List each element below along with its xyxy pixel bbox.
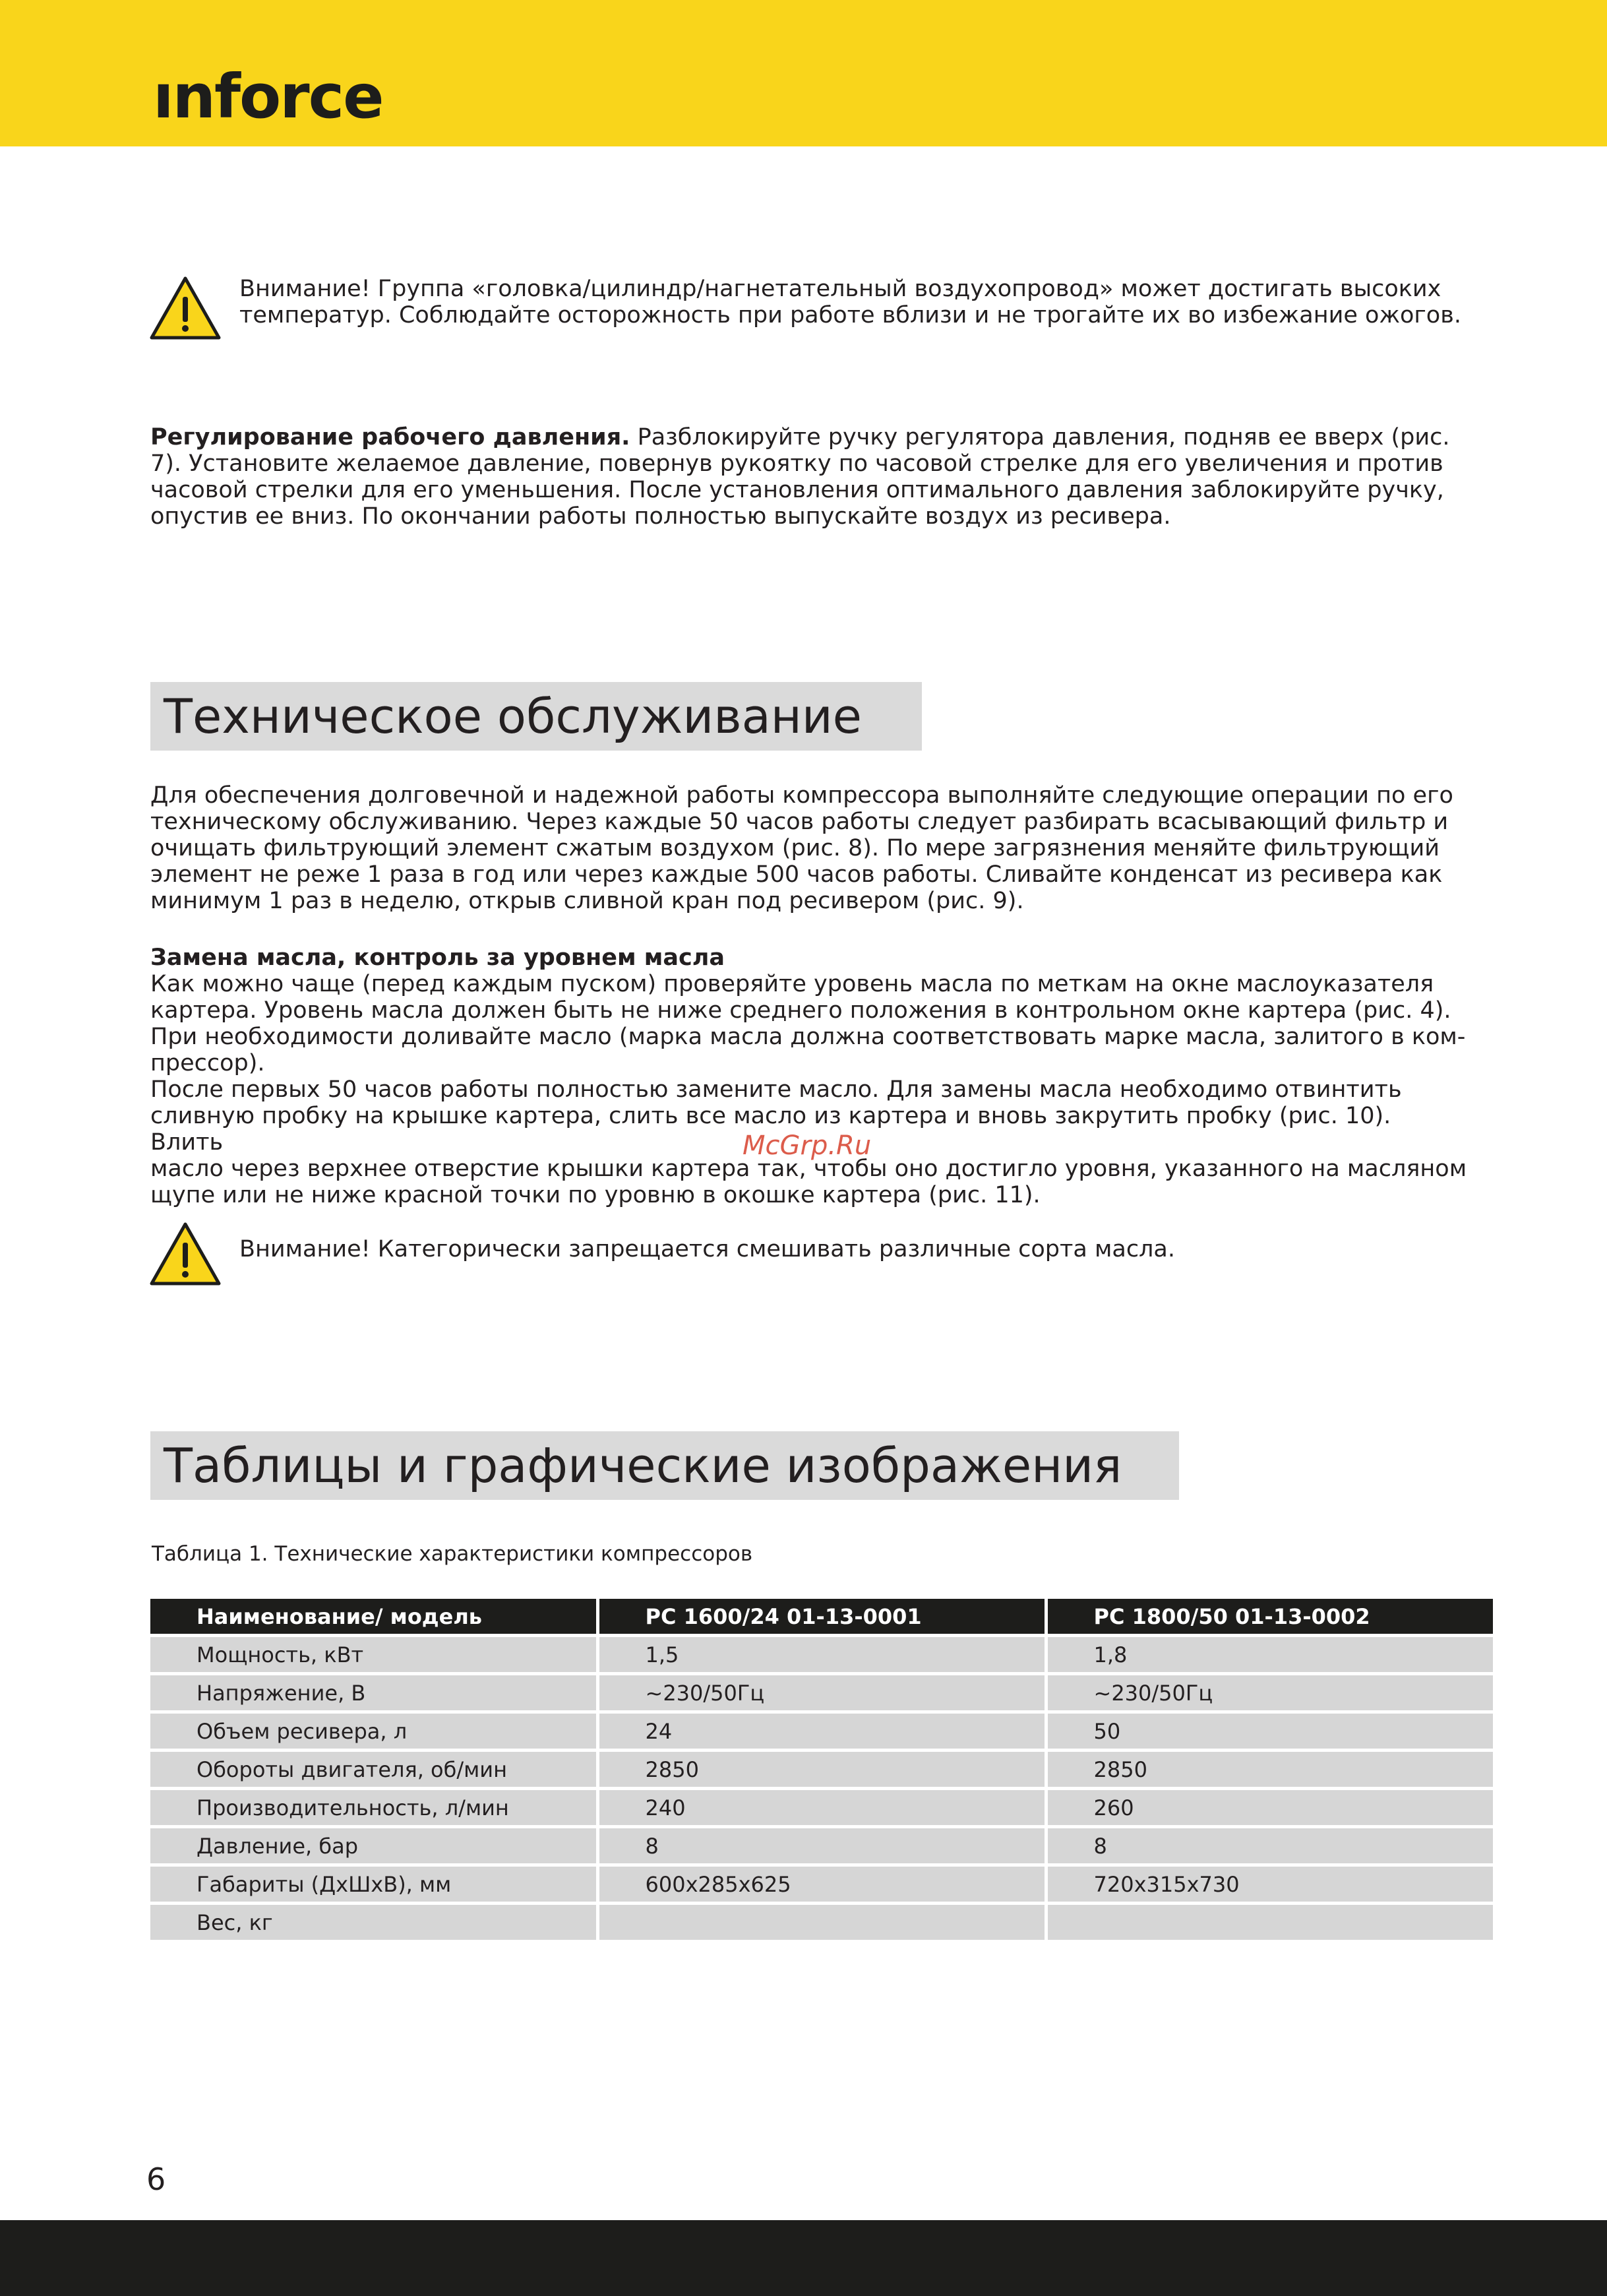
table-cell: Обороты двигателя, об/мин	[150, 1751, 597, 1789]
table-cell: ~230/50Гц	[1046, 1674, 1494, 1712]
table-cell: Производительность, л/мин	[150, 1789, 597, 1827]
table-cell: 600x285x625	[597, 1865, 1046, 1904]
warning-icon	[149, 1222, 222, 1286]
warning-oil-text: Внимание! Категорически запрещается смешивать различные сорта масла.	[239, 1236, 1176, 1262]
page-footer	[0, 2220, 1607, 2296]
table-cell: Объем ресивера, л	[150, 1712, 597, 1751]
warning-heat	[149, 276, 1461, 348]
table-header-cell: PC 1600/24 01-13-0001	[597, 1599, 1046, 1636]
table-cell: Вес, кг	[150, 1904, 597, 1942]
oil-paragraph: Замена масла, контроль за уровнем масла Как можно чаще (перед каждым пуском) проверяйте уровень масла по меткам на окне маслоуказателя картера. Уровень масла должен быть не ниже среднего положения в контрольном окне картера (рис. 4). При необходимости доливайте масло (марка масла должна соответствовать марке масла, залитого в ком- прессор). После первых 50 часов работы полностью замените масло. Для замены масла необходимо отвинтить сливную пробку на крышке картера, слить все масло из картера и вновь закрутить пробку (рис. 10). Влить масло через верхнее отверстие крышки картера так, чтобы оно достигло уровня, указанного на масляном щупе или не ниже красной точки по уровню в окошке картера (рис. 11).	[150, 945, 1467, 1208]
table-row	[150, 1789, 1494, 1827]
table-cell	[1046, 1904, 1494, 1942]
table-row	[150, 1827, 1494, 1865]
warning-icon	[149, 276, 222, 340]
table-row	[150, 1865, 1494, 1904]
table-cell: Давление, бар	[150, 1827, 597, 1865]
table-cell: Габариты (ДхШхВ), мм	[150, 1865, 597, 1904]
table-row	[150, 1636, 1494, 1674]
warning-oil	[149, 1222, 1455, 1294]
table-caption: Таблица 1. Технические характеристики компрессоров	[152, 1542, 753, 1566]
warning-heat-text: Внимание! Группа «головка/цилиндр/нагнетательный воздухопровод» может достигать высоких температур. Соблюдайте осторожность при работе вблизи и не трогайте их во избежание ожогов.	[239, 276, 1461, 328]
table-row	[150, 1674, 1494, 1712]
table-cell: Мощность, кВт	[150, 1636, 597, 1674]
table-header-row	[150, 1599, 1494, 1636]
spec-table	[150, 1599, 1496, 1943]
brand-logo: ınforce	[153, 61, 383, 132]
oil-title: Замена масла, контроль за уровнем масла	[150, 945, 725, 971]
table-cell: 2850	[1046, 1751, 1494, 1789]
table-cell: 8	[597, 1827, 1046, 1865]
table-cell: 1,8	[1046, 1636, 1494, 1674]
watermark: McGrp.Ru	[743, 1131, 872, 1161]
table-row	[150, 1904, 1494, 1942]
maintenance-paragraph: Для обеспечения долговечной и надежной работы компрессора выполняйте следующие операции по его техническому обслуживанию. Через каждые 50 часов работы следует разбирать всасывающий фильтр и очищать фильтрующий элемент сжатым воздухом (рис. 8). По мере загрязнения меняйте фильтрующий элемент не реже 1 раза в год или через каждые 500 часов работы. Сливайте конденсат из ресивера как минимум 1 раз в неделю, открыв сливной кран под ресивером (рис. 9).	[150, 782, 1453, 914]
table-cell: 240	[597, 1789, 1046, 1827]
table-cell: 260	[1046, 1789, 1494, 1827]
table-cell: 24	[597, 1712, 1046, 1751]
maintenance-heading: Техническое обслуживание	[150, 682, 922, 751]
page-header	[0, 0, 1607, 146]
table-header-cell: Наименование/ модель	[150, 1599, 597, 1636]
table-cell: 720x315x730	[1046, 1865, 1494, 1904]
table-cell: ~230/50Гц	[597, 1674, 1046, 1712]
pressure-title: Регулирование рабочего давления.	[150, 424, 630, 450]
table-cell: 2850	[597, 1751, 1046, 1789]
table-cell: Напряжение, В	[150, 1674, 597, 1712]
table-cell: 1,5	[597, 1636, 1046, 1674]
pressure-paragraph: Регулирование рабочего давления. Разблокируйте ручку регулятора давления, подняв ее вверх (рис. 7). Установите желаемое давление, повернув рукоятку по часовой стрелке для его увеличения и против часовой стрелки для его уменьшения. После установления оптимального давления заблокируйте ручку, опустив ее вниз. По окончании работы полностью выпускайте воздух из ресивера.	[150, 424, 1450, 530]
table-row	[150, 1712, 1494, 1751]
table-cell: 50	[1046, 1712, 1494, 1751]
tables-heading: Таблицы и графические изображения	[150, 1431, 1179, 1500]
table-header-cell: PC 1800/50 01-13-0002	[1046, 1599, 1494, 1636]
table-cell: 8	[1046, 1827, 1494, 1865]
page-number: 6	[146, 2161, 166, 2197]
table-cell	[597, 1904, 1046, 1942]
table-row	[150, 1751, 1494, 1789]
